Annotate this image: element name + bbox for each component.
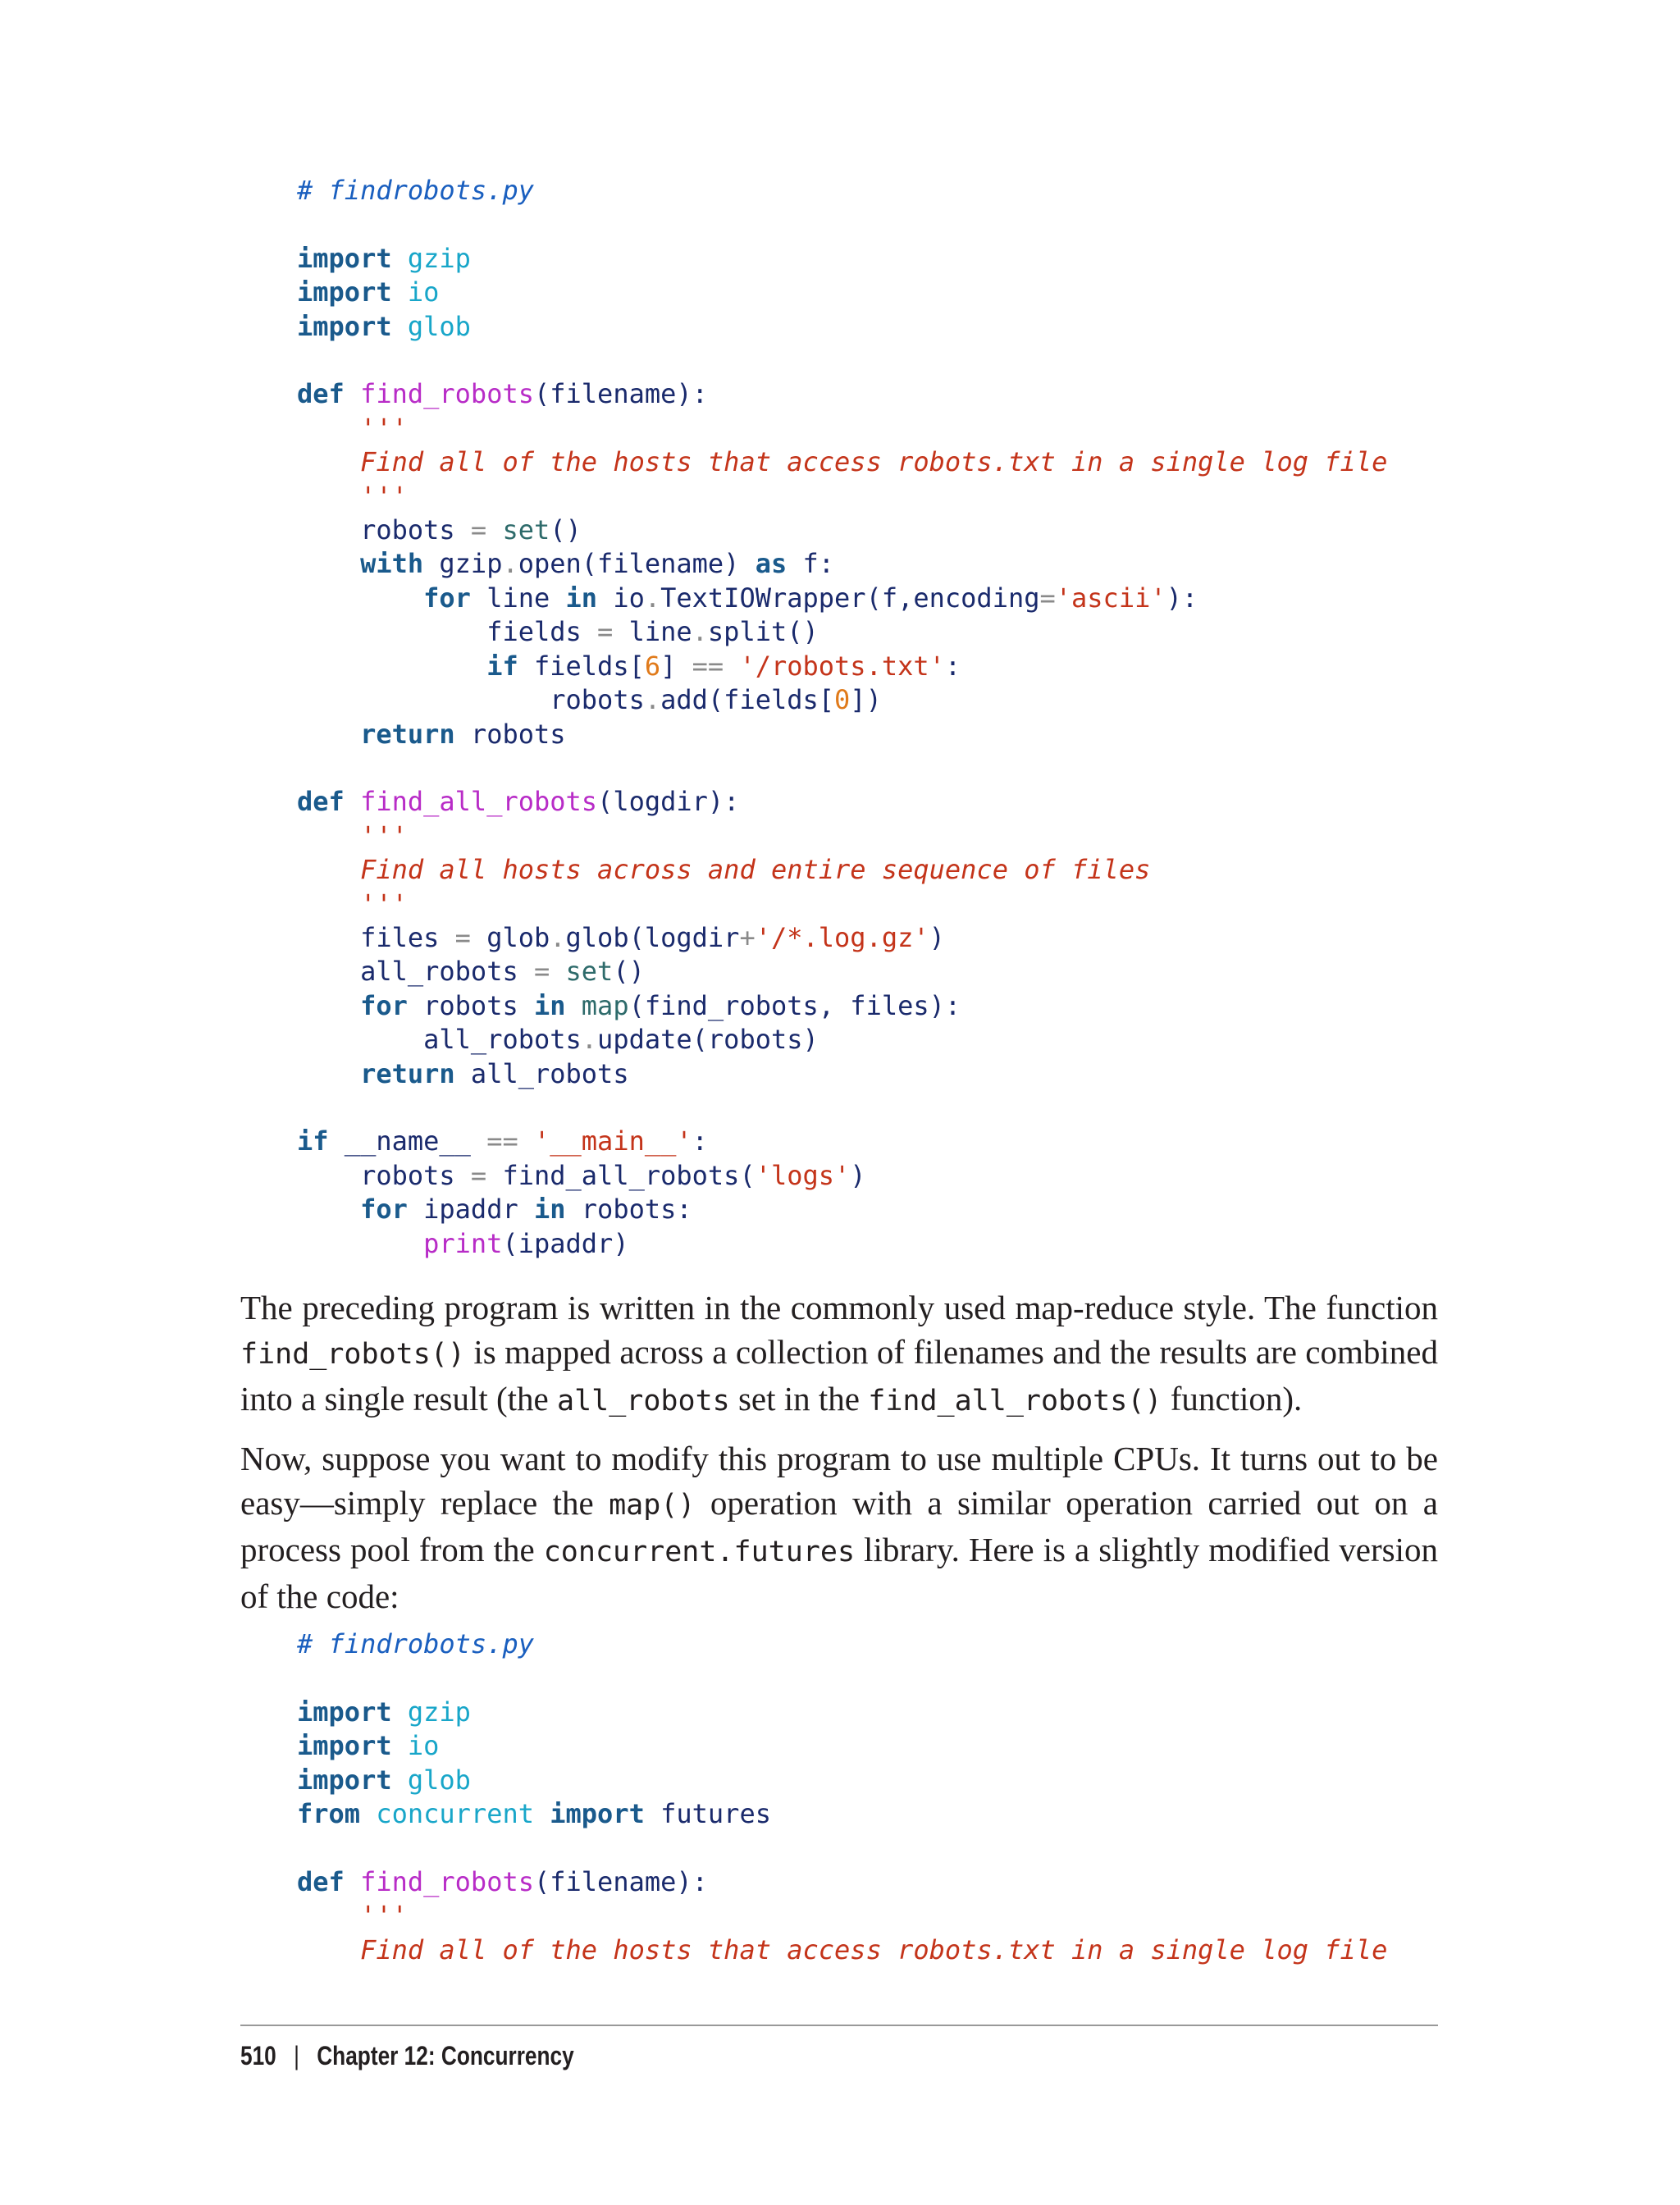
page-number: 510 (240, 2041, 276, 2070)
footer-rule (240, 2025, 1438, 2026)
footer-separator: | (294, 2041, 299, 2070)
paragraph-text: The preceding program is written in the commonly used map-reduce style. The function (240, 1289, 1438, 1326)
paragraph-text: set in the (729, 1380, 869, 1418)
inline-code: all_robots (557, 1385, 730, 1418)
chapter-title: Chapter 12: Concurrency (317, 2041, 574, 2070)
inline-code: concurrent.futures (543, 1536, 856, 1568)
paragraph-text: library. Here is a slightly modified version of the code: (240, 1531, 1438, 1615)
paragraph-multiple-cpus (240, 1436, 1438, 1618)
inline-code: find_all_robots() (868, 1385, 1162, 1418)
paragraph-text: operation with a similar operation carried out on a process pool from the (240, 1484, 1438, 1568)
paragraph-text: function). (1162, 1380, 1303, 1418)
page-footer (240, 2033, 574, 2079)
inline-code: map() (609, 1489, 696, 1522)
inline-code: find_robots() (240, 1338, 465, 1371)
code-listing-findrobots: # findrobots.py import gzip import io import glob def find_robots(filename): ''' Find all of the hosts that access robots.txt in a single log file ''' robots = set() with gzip.open(filename) as f: for line in io.TextIOWrapper(f,encoding='ascii'): fields = line.split() if fields[6] == '/robots.txt': robots.add(fields[0]) return robots def find_all_robots(logdir): ''' Find all hosts across and entire sequence of files ''' files = glob.glob(logdir+'/*.log.gz') all_robots = set() for robots in map(find_robots, files): all_robots.update(robots) return all_robots if __name__ == '__main__': robots = find_all_robots('logs') for ipaddr in robots: print(ipaddr) (297, 175, 1388, 1259)
paragraph-text: Now, suppose you want to modify this program to use multiple CPUs. It turns out to be easy—simply replace the (240, 1440, 1438, 1522)
paragraph-map-reduce (240, 1285, 1438, 1423)
code-listing-findrobots-futures: # findrobots.py import gzip import io import glob from concurrent import futures def find_robots(filename): ''' Find all of the hosts that access robots.txt in a single log file (297, 1628, 1388, 1965)
paragraph-text: is mapped across a collection of filenames and the results are combined into a single result (the (240, 1333, 1438, 1418)
